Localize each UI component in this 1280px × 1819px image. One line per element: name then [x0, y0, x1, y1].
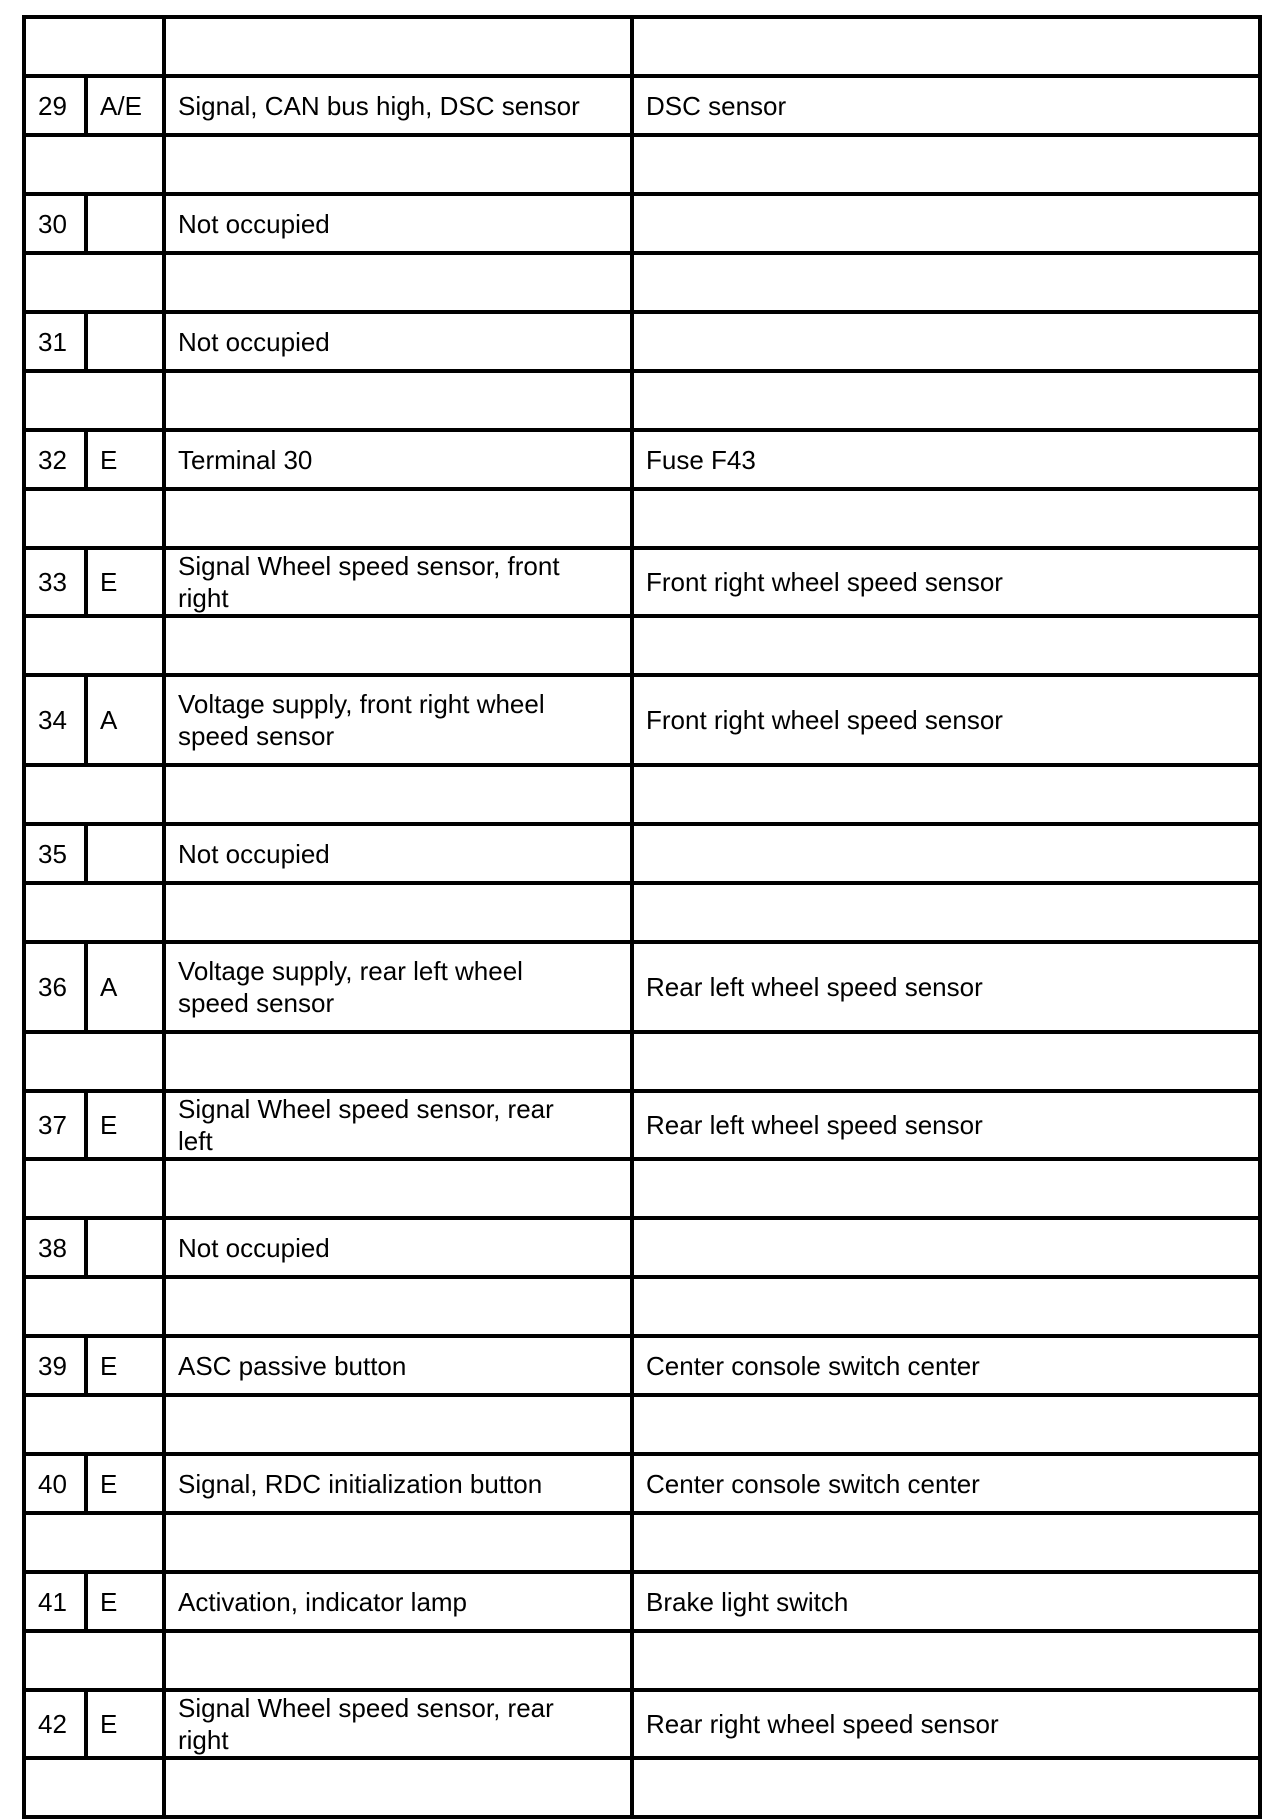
spacer-cell: [24, 1631, 164, 1690]
description-cell: Activation, indicator lamp: [164, 1572, 632, 1631]
io-type-cell: [86, 194, 164, 253]
spacer-cell: [164, 371, 632, 430]
table-row: [24, 1690, 1260, 1758]
description-cell: Signal Wheel speed sensor, rear right: [164, 1690, 632, 1758]
spacer-row: [24, 1631, 1260, 1690]
table-row: [24, 1336, 1260, 1395]
spacer-cell: [632, 1631, 1260, 1690]
spacer-row: [24, 765, 1260, 824]
spacer-cell: [164, 1277, 632, 1336]
description-cell: ASC passive button: [164, 1336, 632, 1395]
io-type-cell: [86, 824, 164, 883]
table-row: [24, 675, 1260, 765]
description-cell: Signal, CAN bus high, DSC sensor: [164, 76, 632, 135]
connection-cell: DSC sensor: [632, 76, 1260, 135]
spacer-cell: [24, 1395, 164, 1454]
spacer-cell: [164, 1395, 632, 1454]
table-row: [24, 430, 1260, 489]
spacer-cell: [632, 1159, 1260, 1218]
spacer-cell: [632, 1277, 1260, 1336]
pin-number-cell: 34: [24, 675, 86, 765]
connection-cell: Fuse F43: [632, 430, 1260, 489]
io-type-cell: E: [86, 1336, 164, 1395]
spacer-row: [24, 883, 1260, 942]
spacer-row: [24, 1277, 1260, 1336]
pin-number-cell: 32: [24, 430, 86, 489]
description-cell: Signal Wheel speed sensor, rear left: [164, 1091, 632, 1159]
connection-cell: Rear right wheel speed sensor: [632, 1690, 1260, 1758]
pin-number-cell: 39: [24, 1336, 86, 1395]
io-type-cell: A: [86, 675, 164, 765]
spacer-row: [24, 1395, 1260, 1454]
spacer-cell: [24, 1159, 164, 1218]
spacer-row: [24, 1032, 1260, 1091]
io-type-cell: E: [86, 548, 164, 616]
spacer-cell: [164, 616, 632, 675]
spacer-cell: [164, 1758, 632, 1817]
connection-cell: Brake light switch: [632, 1572, 1260, 1631]
spacer-row: [24, 489, 1260, 548]
pin-number-cell: 29: [24, 76, 86, 135]
pin-number-cell: 31: [24, 312, 86, 371]
table-row: [24, 194, 1260, 253]
connection-cell: Front right wheel speed sensor: [632, 548, 1260, 616]
spacer-cell: [24, 371, 164, 430]
description-cell: Voltage supply, rear left wheel speed sensor: [164, 942, 632, 1032]
pin-number-cell: 42: [24, 1690, 86, 1758]
table-row: [24, 824, 1260, 883]
description-cell: Not occupied: [164, 194, 632, 253]
io-type-cell: [86, 1218, 164, 1277]
table-row: [24, 312, 1260, 371]
spacer-cell: [24, 1032, 164, 1091]
table-row: [24, 76, 1260, 135]
pin-number-cell: 41: [24, 1572, 86, 1631]
table-row: [24, 1572, 1260, 1631]
spacer-row: [24, 1159, 1260, 1218]
io-type-cell: E: [86, 1690, 164, 1758]
connection-cell: [632, 194, 1260, 253]
connection-cell: Center console switch center: [632, 1454, 1260, 1513]
connection-cell: Rear left wheel speed sensor: [632, 1091, 1260, 1159]
table-row: [24, 942, 1260, 1032]
connection-cell: Rear left wheel speed sensor: [632, 942, 1260, 1032]
spacer-cell: [632, 616, 1260, 675]
spacer-cell: [164, 883, 632, 942]
spacer-cell: [24, 1758, 164, 1817]
spacer-cell: [24, 135, 164, 194]
spacer-row: [24, 1758, 1260, 1817]
io-type-cell: [86, 312, 164, 371]
spacer-cell: [24, 616, 164, 675]
spacer-cell: [164, 765, 632, 824]
table-row: [24, 1091, 1260, 1159]
spacer-cell: [24, 1277, 164, 1336]
spacer-cell: [632, 1032, 1260, 1091]
table-row: [24, 548, 1260, 616]
io-type-cell: A/E: [86, 76, 164, 135]
io-type-cell: E: [86, 1572, 164, 1631]
io-type-cell: E: [86, 1454, 164, 1513]
pin-number-cell: 36: [24, 942, 86, 1032]
io-type-cell: E: [86, 1091, 164, 1159]
description-cell: Signal Wheel speed sensor, front right: [164, 548, 632, 616]
spacer-row: [24, 1513, 1260, 1572]
pin-table-body: [24, 17, 1260, 1817]
connection-cell: Front right wheel speed sensor: [632, 675, 1260, 765]
spacer-row: [24, 253, 1260, 312]
connection-cell: [632, 824, 1260, 883]
spacer-cell: [24, 17, 164, 76]
spacer-cell: [632, 1758, 1260, 1817]
spacer-cell: [164, 489, 632, 548]
description-cell: Terminal 30: [164, 430, 632, 489]
spacer-cell: [164, 253, 632, 312]
pin-number-cell: 35: [24, 824, 86, 883]
spacer-cell: [164, 1513, 632, 1572]
pin-number-cell: 33: [24, 548, 86, 616]
spacer-cell: [164, 17, 632, 76]
spacer-cell: [164, 1159, 632, 1218]
spacer-cell: [164, 1032, 632, 1091]
spacer-cell: [632, 17, 1260, 76]
connection-cell: Center console switch center: [632, 1336, 1260, 1395]
pin-number-cell: 40: [24, 1454, 86, 1513]
spacer-row: [24, 135, 1260, 194]
spacer-cell: [24, 489, 164, 548]
spacer-cell: [632, 765, 1260, 824]
spacer-cell: [632, 1395, 1260, 1454]
io-type-cell: A: [86, 942, 164, 1032]
spacer-cell: [164, 1631, 632, 1690]
spacer-cell: [632, 1513, 1260, 1572]
description-cell: Not occupied: [164, 312, 632, 371]
table-row: [24, 1454, 1260, 1513]
description-cell: Not occupied: [164, 824, 632, 883]
connection-cell: [632, 1218, 1260, 1277]
spacer-cell: [24, 1513, 164, 1572]
spacer-cell: [24, 765, 164, 824]
spacer-cell: [632, 253, 1260, 312]
pin-number-cell: 30: [24, 194, 86, 253]
spacer-cell: [24, 883, 164, 942]
spacer-row: [24, 17, 1260, 76]
io-type-cell: E: [86, 430, 164, 489]
spacer-row: [24, 371, 1260, 430]
pin-number-cell: 37: [24, 1091, 86, 1159]
pin-number-cell: 38: [24, 1218, 86, 1277]
spacer-cell: [632, 883, 1260, 942]
spacer-row: [24, 616, 1260, 675]
spacer-cell: [24, 253, 164, 312]
connection-cell: [632, 312, 1260, 371]
spacer-cell: [632, 135, 1260, 194]
description-cell: Not occupied: [164, 1218, 632, 1277]
pin-assignment-table: [22, 15, 1262, 1819]
table-row: [24, 1218, 1260, 1277]
spacer-cell: [632, 371, 1260, 430]
description-cell: Signal, RDC initialization button: [164, 1454, 632, 1513]
description-cell: Voltage supply, front right wheel speed sensor: [164, 675, 632, 765]
spacer-cell: [164, 135, 632, 194]
spacer-cell: [632, 489, 1260, 548]
